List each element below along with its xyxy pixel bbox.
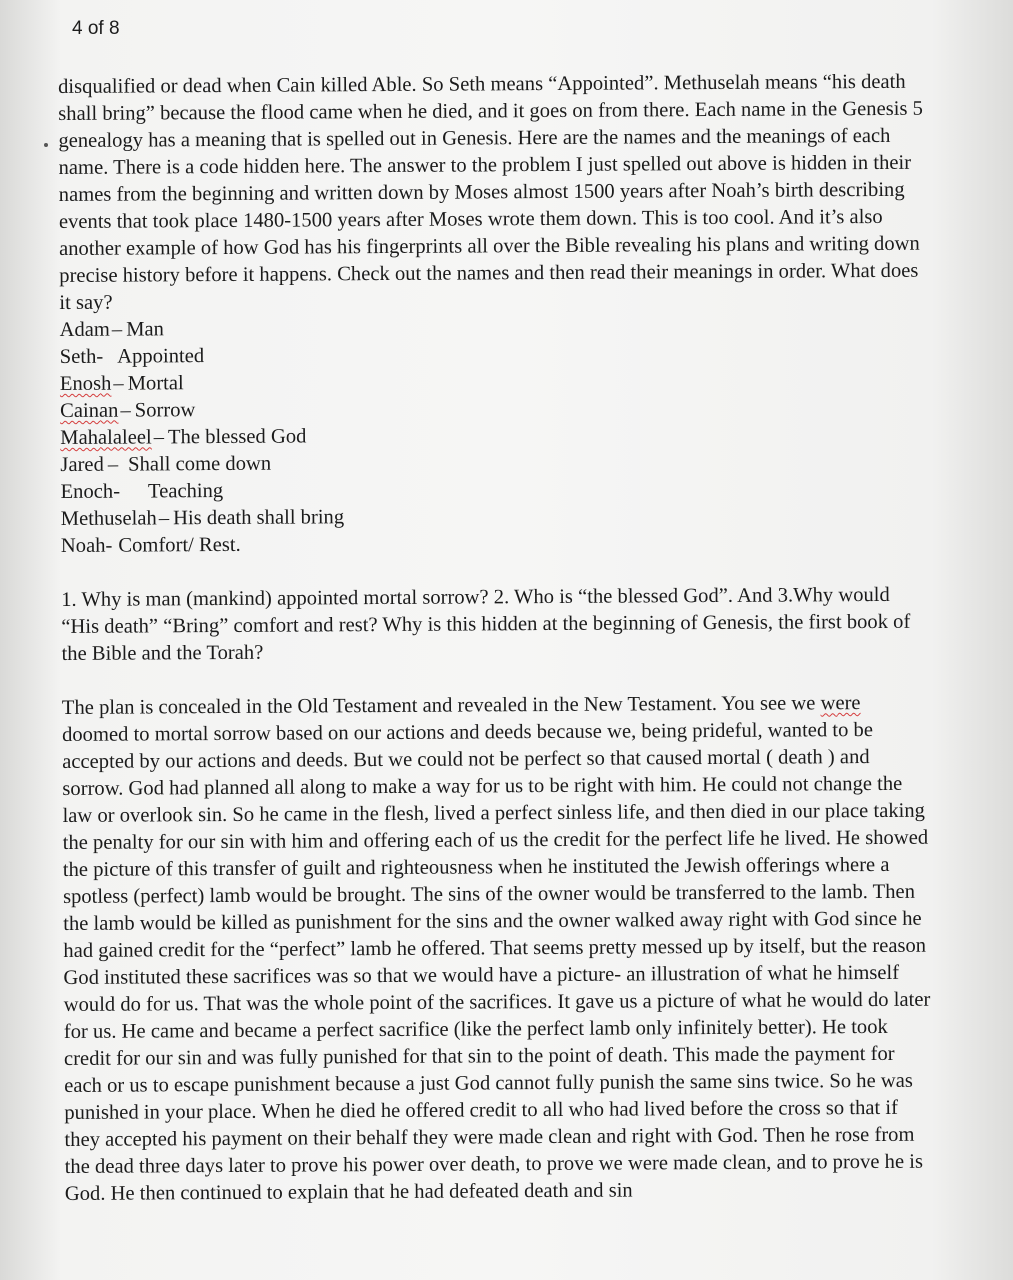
meaning-text: Appointed <box>117 345 205 368</box>
page-counter: 4 of 8 <box>72 18 120 39</box>
body-text-rest: doomed to mortal sorrow based on our actions and deeds because we, being prideful, wanted to be accepted by our actions and deeds. But we could not be perfect so that caused mortal ( death ) and sorrow. God had planned all along to make a way for us to be right with him. He could not change the law or overlook sin. So he came in the flesh, lived a perfect sinless life, and then died in our place taking the penalty for our sin with him and offering each of us the credit for the perfect life he lived. He showed the picture of this transfer of guilt and righteousness when he instituted the Jewish offerings where a spotless (perfect) lamb would be brought. The sins of the owner would be transferred to the lamb. Then the lamb would be killed as punishment for the sins and the owner walked away right with God since he had gained credit for the “perfect” lamb he offered. That seems pretty messed up by itself, but the reason God instituted these sacrifices was so that we would have a picture- an illustration of what he himself would do for us. That was the whole point of the sacrifices. It gave us a picture of what he would do later for us. He came and became a perfect sacrifice (like the perfect lamb only infinitely better). He took credit for our sin and was fully punished for that sin to the point of death. This made the payment for each or us to escape punishment because a just God cannot fully punish the same sins twice. So he was punished in your place. When he died he offered credit to all who had lived before the cross so that if they accepted his payment on their behalf they were made clean and right with God. Then he rose from the dead three days later to prove his power over death, to prove we were made clean, and to prove he is God. He then continued to explain that he had defeated death and sin <box>61 719 931 1205</box>
separator: – <box>107 453 119 476</box>
meaning-text: Man <box>126 318 165 341</box>
separator: – <box>153 426 165 449</box>
intro-paragraph: disqualified or dead when Cain killed Able. So Seth means “Appointed”. Methuselah means “his death shall bring” because the flood came when he died, and it goes on from there. Each name in the Genesis 5 genealogy has a meaning that is spelled out in Genesis. Here are the names and the meanings of each name. There is a code hidden here. The answer to the problem I just spelled out above is hidden in their names from the beginning and written down by Moses almost 1500 years after Noah’s birth describing events that took place 1480-1500 years after Moses wrote them down. This is too cool. And it’s also another example of how God has his fingerprints all over the Bible revealing his plans and writing down precise history before it happens. Check out the names and then read their meanings in order. What does it say? <box>58 70 923 314</box>
separator: – <box>120 399 131 422</box>
body-paragraph <box>62 690 935 1208</box>
separator <box>120 480 148 502</box>
meaning-text: The blessed God <box>167 425 307 449</box>
meaning-text: His death shall bring <box>173 506 345 530</box>
document-page <box>58 69 935 1208</box>
meaning-text: Mortal <box>127 372 184 395</box>
separator: – <box>158 507 170 530</box>
separator: – <box>111 318 123 341</box>
name-text: Noah- <box>60 534 113 557</box>
questions-paragraph: 1. Why is man (mankind) appointed mortal sorrow? 2. Who is “the blessed God”. And 3.Why would “His death” “Bring” comfort and rest? Why is this hidden at the beginning of Genesis, the first book of the Bible and the Torah? <box>61 583 911 665</box>
name-text: Jared <box>60 453 104 476</box>
name-text: Seth- <box>59 345 104 368</box>
body-text-start: The plan is concealed in the Old Testament and revealed in the New Testament. You see we <box>61 692 821 719</box>
spellcheck-flagged-word: were <box>820 692 861 715</box>
name-meaning-list <box>59 312 930 560</box>
name-text: Enosh <box>59 372 112 395</box>
bullet-dot <box>44 143 48 147</box>
meaning-text: Comfort/ Rest. <box>118 533 241 557</box>
meaning-text: Sorrow <box>134 399 196 422</box>
name-text: Cainan <box>59 399 119 422</box>
meaning-text: Teaching <box>147 479 224 503</box>
name-text: Adam <box>59 318 110 341</box>
name-text: Mahalaleel <box>60 426 152 449</box>
meaning-text: Shall come down <box>128 452 272 476</box>
separator <box>103 346 117 368</box>
name-text: Enoch- <box>60 480 121 503</box>
name-text: Methuselah <box>60 507 157 530</box>
separator: – <box>113 372 124 395</box>
